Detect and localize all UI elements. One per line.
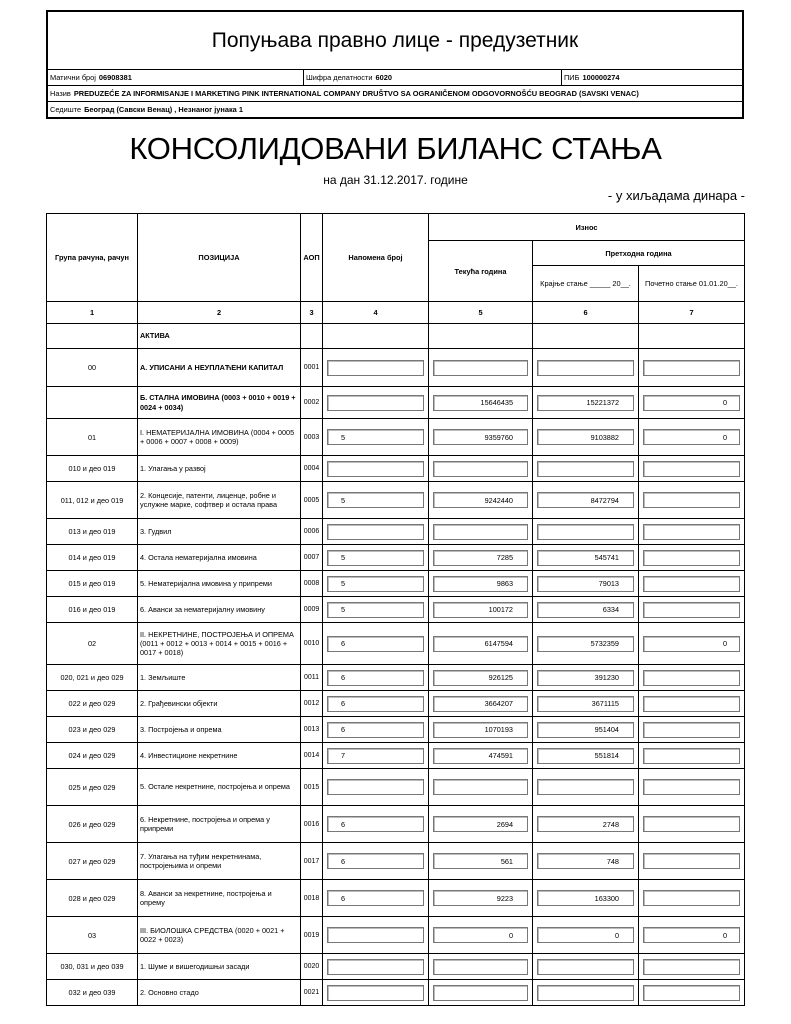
note-number-field[interactable]: 5 xyxy=(327,576,424,592)
activity-code-value: 6020 xyxy=(375,73,392,82)
current-year-field[interactable]: 9863 xyxy=(433,576,528,592)
table-row xyxy=(47,917,745,954)
account-group: 028 и део 029 xyxy=(47,880,138,917)
prev-start-field[interactable]: 0 xyxy=(643,927,740,943)
report-date: на дан 31.12.2017. године xyxy=(323,173,468,187)
table-row xyxy=(47,597,745,623)
position-label: 2. Основно стадо xyxy=(138,980,301,1006)
aop-code: 0016 xyxy=(301,806,323,843)
prev-start-field[interactable] xyxy=(643,360,740,376)
aop-code: 0013 xyxy=(301,717,323,743)
aop-code: 0004 xyxy=(301,456,323,482)
aop-code: 0015 xyxy=(301,769,323,806)
account-group: 023 и део 029 xyxy=(47,717,138,743)
account-group: 013 и део 019 xyxy=(47,519,138,545)
position-label: 6. Аванси за нематеријалну имовину xyxy=(138,597,301,623)
prev-start-field[interactable] xyxy=(643,602,740,618)
position-label: I. НЕМАТЕРИЈАЛНА ИМОВИНА (0004 + 0005 + 0006 + 0007 + 0008 + 0009) xyxy=(138,419,301,456)
prev-start-field[interactable] xyxy=(643,524,740,540)
account-group xyxy=(47,387,138,419)
position-label: 1. Улагања у развој xyxy=(138,456,301,482)
prev-start-field[interactable]: 0 xyxy=(643,636,740,652)
current-year-field[interactable]: 561 xyxy=(433,853,528,869)
prev-end-field[interactable]: 0 xyxy=(537,927,634,943)
account-group: 02 xyxy=(47,623,138,665)
current-year-field[interactable] xyxy=(433,360,528,376)
aop-code: 0019 xyxy=(301,917,323,954)
note-number-field[interactable]: 6 xyxy=(327,722,424,738)
col-header-position: ПОЗИЦИЈА xyxy=(138,214,301,302)
table-row xyxy=(47,387,745,419)
note-number-field[interactable]: 6 xyxy=(327,670,424,686)
prev-start-field[interactable] xyxy=(643,492,740,508)
note-number-field[interactable]: 6 xyxy=(327,816,424,832)
form-header xyxy=(46,10,744,119)
prev-start-field[interactable] xyxy=(643,461,740,477)
current-year-field[interactable]: 2694 xyxy=(433,816,528,832)
prev-end-field[interactable]: 6334 xyxy=(537,602,634,618)
col-header-aop: АОП xyxy=(301,214,323,302)
col-header-note: Напомена број xyxy=(323,214,429,302)
document-title: КОНСОЛИДОВАНИ БИЛАНС СТАЊА xyxy=(129,131,662,166)
current-year-field[interactable]: 6147594 xyxy=(433,636,528,652)
prev-end-field[interactable] xyxy=(537,959,634,975)
current-year-field[interactable]: 3664207 xyxy=(433,696,528,712)
aop-code: 0021 xyxy=(301,980,323,1006)
assets-label: АКТИВА xyxy=(138,324,301,349)
prev-end-field[interactable]: 15221372 xyxy=(537,395,634,411)
prev-end-field[interactable]: 3671115 xyxy=(537,696,634,712)
account-group: 025 и део 029 xyxy=(47,769,138,806)
note-number-field[interactable] xyxy=(327,927,424,943)
company-seat-value: Београд (Савски Венац) , Незнаног јунака 1 xyxy=(84,105,243,114)
position-label: 4. Остала нематеријална имовина xyxy=(138,545,301,571)
position-label: 3. Гудвил xyxy=(138,519,301,545)
prev-end-field[interactable]: 951404 xyxy=(537,722,634,738)
prev-start-field[interactable] xyxy=(643,550,740,566)
column-number: 4 xyxy=(323,302,429,324)
prev-start-field[interactable] xyxy=(643,748,740,764)
prev-end-field[interactable]: 79013 xyxy=(537,576,634,592)
column-number: 6 xyxy=(533,302,639,324)
tax-id-value: 100000274 xyxy=(582,73,620,82)
note-number-field[interactable] xyxy=(327,524,424,540)
note-number-field[interactable]: 6 xyxy=(327,890,424,906)
prev-end-field[interactable]: 2748 xyxy=(537,816,634,832)
column-number-row xyxy=(47,302,745,324)
position-label: 6. Некретнине, постројења и опрема у припреми xyxy=(138,806,301,843)
account-group: 00 xyxy=(47,349,138,387)
aop-code: 0003 xyxy=(301,419,323,456)
col-header-group: Група рачуна, рачун xyxy=(47,214,138,302)
prev-end-field[interactable]: 8472794 xyxy=(537,492,634,508)
account-group: 020, 021 и део 029 xyxy=(47,665,138,691)
table-row xyxy=(47,665,745,691)
column-number: 3 xyxy=(301,302,323,324)
col-header-amount: Износ xyxy=(429,214,745,241)
position-label: 5. Нематеријална имовина у припреми xyxy=(138,571,301,597)
note-number-field[interactable] xyxy=(327,461,424,477)
prev-start-field[interactable] xyxy=(643,890,740,906)
prev-start-field[interactable] xyxy=(643,985,740,1001)
account-group: 026 и део 029 xyxy=(47,806,138,843)
registry-number-label: Матични број xyxy=(50,73,96,82)
prev-end-field[interactable]: 391230 xyxy=(537,670,634,686)
current-year-field[interactable]: 15646435 xyxy=(433,395,528,411)
account-group: 016 и део 019 xyxy=(47,597,138,623)
prev-end-field[interactable] xyxy=(537,360,634,376)
company-seat-cell xyxy=(48,102,742,117)
prev-start-field[interactable] xyxy=(643,722,740,738)
account-group: 01 xyxy=(47,419,138,456)
note-number-field[interactable]: 5 xyxy=(327,429,424,445)
aop-code: 0008 xyxy=(301,571,323,597)
table-row xyxy=(47,571,745,597)
current-year-field[interactable]: 9242440 xyxy=(433,492,528,508)
company-name-value: PREDUZEĆE ZA INFORMISANJE I MARKETING PINK INTERNATIONAL COMPANY DRUŠTVO SA OGRANIČENOM ODGOVORNOŠĆU BEOGRAD (SAVSKI VENAC) xyxy=(73,89,639,98)
col-header-previous-year: Претходна година xyxy=(533,241,745,266)
note-number-field[interactable]: 6 xyxy=(327,696,424,712)
col-header-prev-start: Почетно стање 01.01.20__. xyxy=(639,266,745,302)
prev-start-field[interactable] xyxy=(643,853,740,869)
note-number-field[interactable] xyxy=(327,395,424,411)
aop-code: 0002 xyxy=(301,387,323,419)
note-number-field[interactable]: 7 xyxy=(327,748,424,764)
note-number-field[interactable] xyxy=(327,360,424,376)
tax-id-label: ПИБ xyxy=(564,73,580,82)
aop-code: 0011 xyxy=(301,665,323,691)
aop-code: 0020 xyxy=(301,954,323,980)
account-group: 014 и део 019 xyxy=(47,545,138,571)
table-row xyxy=(47,419,745,456)
current-year-field[interactable] xyxy=(433,779,528,795)
aop-code: 0010 xyxy=(301,623,323,665)
column-number: 5 xyxy=(429,302,533,324)
current-year-field[interactable]: 9359760 xyxy=(433,429,528,445)
tax-id-cell xyxy=(561,70,742,85)
current-year-field[interactable]: 9223 xyxy=(433,890,528,906)
current-year-field[interactable]: 7285 xyxy=(433,550,528,566)
position-label: А. УПИСАНИ А НЕУПЛАЋЕНИ КАПИТАЛ xyxy=(138,349,301,387)
header-name-row xyxy=(48,86,742,102)
table-row xyxy=(47,717,745,743)
aop-code: 0001 xyxy=(301,349,323,387)
aop-code: 0005 xyxy=(301,482,323,519)
prev-end-field[interactable] xyxy=(537,985,634,1001)
position-label: 2. Грађевински објекти xyxy=(138,691,301,717)
prev-end-field[interactable]: 545741 xyxy=(537,550,634,566)
table-row xyxy=(47,954,745,980)
aop-code: 0012 xyxy=(301,691,323,717)
company-name-cell xyxy=(48,86,742,101)
prev-start-field[interactable] xyxy=(643,779,740,795)
position-label: 2. Концесије, патенти, лиценце, робне и услужне марке, софтвер и остала права xyxy=(138,482,301,519)
current-year-field[interactable] xyxy=(433,524,528,540)
prev-start-field[interactable] xyxy=(643,576,740,592)
prev-end-field[interactable]: 551814 xyxy=(537,748,634,764)
aop-code: 0017 xyxy=(301,843,323,880)
account-group: 010 и део 019 xyxy=(47,456,138,482)
column-number: 2 xyxy=(138,302,301,324)
col-header-prev-end: Крајње стање _____ 20__. xyxy=(533,266,639,302)
table-row xyxy=(47,880,745,917)
note-number-field[interactable]: 6 xyxy=(327,636,424,652)
registry-number-value: 06908381 xyxy=(98,73,132,82)
position-label: 1. Шуме и вишегодишњи засади xyxy=(138,954,301,980)
note-number-field[interactable] xyxy=(327,985,424,1001)
prev-end-field[interactable]: 5732359 xyxy=(537,636,634,652)
aop-code: 0014 xyxy=(301,743,323,769)
table-row xyxy=(47,482,745,519)
prev-start-field[interactable] xyxy=(643,959,740,975)
table-row xyxy=(47,980,745,1006)
table-row xyxy=(47,743,745,769)
prev-end-field[interactable]: 163300 xyxy=(537,890,634,906)
col-header-current-year: Текућа година xyxy=(429,241,533,302)
company-seat-label: Седиште xyxy=(50,105,82,114)
aop-code: 0018 xyxy=(301,880,323,917)
note-number-field[interactable] xyxy=(327,779,424,795)
form-header-title: Попуњава правно лице - предузетник xyxy=(48,12,742,70)
header-seat-row xyxy=(48,102,742,117)
position-label: 3. Постројења и опрема xyxy=(138,717,301,743)
column-number: 7 xyxy=(639,302,745,324)
position-label: 8. Аванси за некретнине, постројења и опрему xyxy=(138,880,301,917)
table-row xyxy=(47,456,745,482)
prev-end-field[interactable]: 9103882 xyxy=(537,429,634,445)
table-row xyxy=(47,519,745,545)
note-number-field[interactable] xyxy=(327,959,424,975)
prev-end-field[interactable] xyxy=(537,779,634,795)
account-group: 015 и део 019 xyxy=(47,571,138,597)
account-group: 011, 012 и део 019 xyxy=(47,482,138,519)
note-number-field[interactable]: 5 xyxy=(327,550,424,566)
table-row xyxy=(47,349,745,387)
current-year-field[interactable]: 926125 xyxy=(433,670,528,686)
table-row xyxy=(47,691,745,717)
current-year-field[interactable]: 100172 xyxy=(433,602,528,618)
prev-end-field[interactable] xyxy=(537,524,634,540)
position-label: 4. Инвестиционе некретнине xyxy=(138,743,301,769)
aop-code: 0006 xyxy=(301,519,323,545)
current-year-field[interactable] xyxy=(433,985,528,1001)
position-label: II. НЕКРЕТНИНЕ, ПОСТРОЈЕЊА И ОПРЕМА (0011 + 0012 + 0013 + 0014 + 0015 + 0016 + 0017 + 0018) xyxy=(138,623,301,665)
account-group: 027 и део 029 xyxy=(47,843,138,880)
current-year-field[interactable]: 1070193 xyxy=(433,722,528,738)
company-name-label: Назив xyxy=(50,89,71,98)
account-group: 03 xyxy=(47,917,138,954)
position-label: Б. СТАЛНА ИМОВИНА (0003 + 0010 + 0019 + 0024 + 0034) xyxy=(138,387,301,419)
account-group: 024 и део 029 xyxy=(47,743,138,769)
aop-code: 0009 xyxy=(301,597,323,623)
table-row xyxy=(47,623,745,665)
header-id-row xyxy=(48,70,742,86)
prev-end-field[interactable] xyxy=(537,461,634,477)
activity-code-label: Шифра делатности xyxy=(306,73,373,82)
position-label: 1. Земљиште xyxy=(138,665,301,691)
assets-section-row xyxy=(47,324,745,349)
table-row xyxy=(47,843,745,880)
prev-start-field[interactable] xyxy=(643,816,740,832)
current-year-field[interactable] xyxy=(433,959,528,975)
current-year-field[interactable]: 0 xyxy=(433,927,528,943)
position-label: 7. Улагања на туђим некретнинама, постројењима и опреми xyxy=(138,843,301,880)
balance-sheet-table xyxy=(46,213,745,1006)
activity-code-cell xyxy=(303,70,561,85)
note-number-field[interactable]: 5 xyxy=(327,602,424,618)
account-group: 030, 031 и део 039 xyxy=(47,954,138,980)
prev-start-field[interactable] xyxy=(643,696,740,712)
current-year-field[interactable] xyxy=(433,461,528,477)
account-group: 032 и део 039 xyxy=(47,980,138,1006)
current-year-field[interactable]: 474591 xyxy=(433,748,528,764)
note-number-field[interactable]: 6 xyxy=(327,853,424,869)
account-group: 022 и део 029 xyxy=(47,691,138,717)
prev-start-field[interactable]: 0 xyxy=(643,429,740,445)
position-label: III. БИОЛОШКА СРЕДСТВА (0020 + 0021 + 0022 + 0023) xyxy=(138,917,301,954)
table-row xyxy=(47,806,745,843)
column-number: 1 xyxy=(47,302,138,324)
table-row xyxy=(47,769,745,806)
registry-number-cell xyxy=(48,70,303,85)
currency-unit: - у хиљадама динара - xyxy=(607,188,745,203)
prev-start-field[interactable] xyxy=(643,670,740,686)
prev-end-field[interactable]: 748 xyxy=(537,853,634,869)
prev-start-field[interactable]: 0 xyxy=(643,395,740,411)
aop-code: 0007 xyxy=(301,545,323,571)
table-row xyxy=(47,545,745,571)
note-number-field[interactable]: 5 xyxy=(327,492,424,508)
position-label: 5. Остале некретнине, постројења и опрема xyxy=(138,769,301,806)
